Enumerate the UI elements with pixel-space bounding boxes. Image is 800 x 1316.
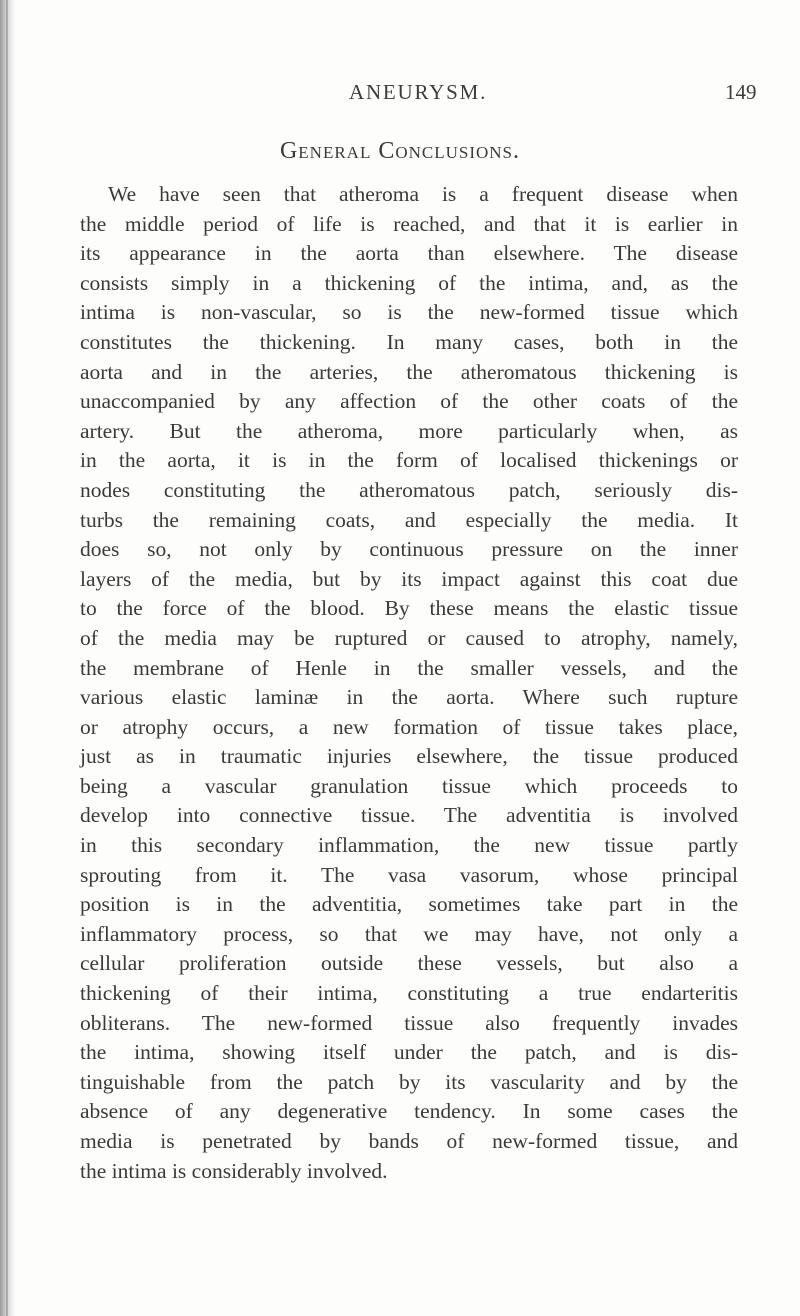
text-line: unaccompanied by any affection of the other coats of the	[80, 389, 738, 414]
text-line: artery. But the atheroma, more particularly when, as	[80, 418, 738, 443]
text-line: absence of any degenerative tendency. In some cases the	[80, 1099, 738, 1124]
text-line: in this secondary inflammation, the new tissue partly	[80, 833, 738, 858]
text-line: aorta and in the arteries, the atheromatous thickening is	[80, 359, 738, 384]
text-line: layers of the media, but by its impact against this coat due	[80, 566, 738, 591]
text-line: thickening of their intima, constituting a true endarteritis	[80, 981, 738, 1006]
text-line: being a vascular granulation tissue which proceeds to	[80, 773, 738, 798]
text-line: media is penetrated by bands of new-formed tissue, and	[80, 1129, 738, 1153]
text-line: does so, not only by continuous pressure on the inner	[80, 537, 738, 562]
text-line: various elastic laminæ in the aorta. Where such rupture	[80, 685, 738, 710]
page-binding-edge	[6, 0, 8, 1316]
text-line: intima is non-vascular, so is the new-formed tissue which	[80, 300, 738, 325]
text-line: develop into connective tissue. The adventitia is involved	[80, 803, 738, 828]
running-title: ANEURYSM.	[349, 80, 488, 104]
text-line: or atrophy occurs, a new formation of tissue takes place,	[80, 714, 738, 739]
text-line: to the force of the blood. By these means the elastic tissue	[80, 596, 738, 621]
text-line: consists simply in a thickening of the intima, and, as the	[80, 270, 738, 295]
page-binding-shadow	[0, 0, 16, 1316]
text-line: We have seen that atheroma is a frequent disease when	[108, 182, 738, 206]
text-line: tinguishable from the patch by its vascularity and by the	[80, 1069, 738, 1094]
text-line: nodes constituting the atheromatous patch, seriously dis-	[80, 477, 738, 502]
text-line: just as in traumatic injuries elsewhere, the tissue produced	[80, 744, 738, 769]
text-line: its appearance in the aorta than elsewhere. The disease	[80, 241, 738, 266]
text-line: in the aorta, it is in the form of localised thickenings or	[80, 448, 738, 473]
text-line: obliterans. The new-formed tissue also frequently invades	[80, 1010, 738, 1035]
text-line: the intima is considerably involved.	[80, 1158, 388, 1183]
text-line: of the media may be ruptured or caused to atrophy, namely,	[80, 625, 738, 650]
text-line: the membrane of Henle in the smaller vessels, and the	[80, 655, 738, 680]
text-line: constitutes the thickening. In many cases, both in the	[80, 329, 738, 354]
text-line: the middle period of life is reached, and that it is earlier in	[80, 211, 738, 236]
body-paragraph	[80, 180, 738, 1186]
text-line: position is in the adventitia, sometimes take part in the	[80, 892, 738, 917]
text-line: turbs the remaining coats, and especially the media. It	[80, 507, 738, 532]
text-line: the intima, showing itself under the patch, and is dis-	[80, 1040, 738, 1065]
text-line: sprouting from it. The vasa vasorum, whose principal	[80, 862, 738, 887]
text-line: inflammatory process, so that we may have, not only a	[80, 921, 738, 946]
running-header	[0, 80, 800, 110]
text-line: cellular proliferation outside these vessels, but also a	[80, 951, 738, 976]
section-heading: General Conclusions.	[279, 138, 521, 164]
page-number: 149	[725, 80, 757, 104]
